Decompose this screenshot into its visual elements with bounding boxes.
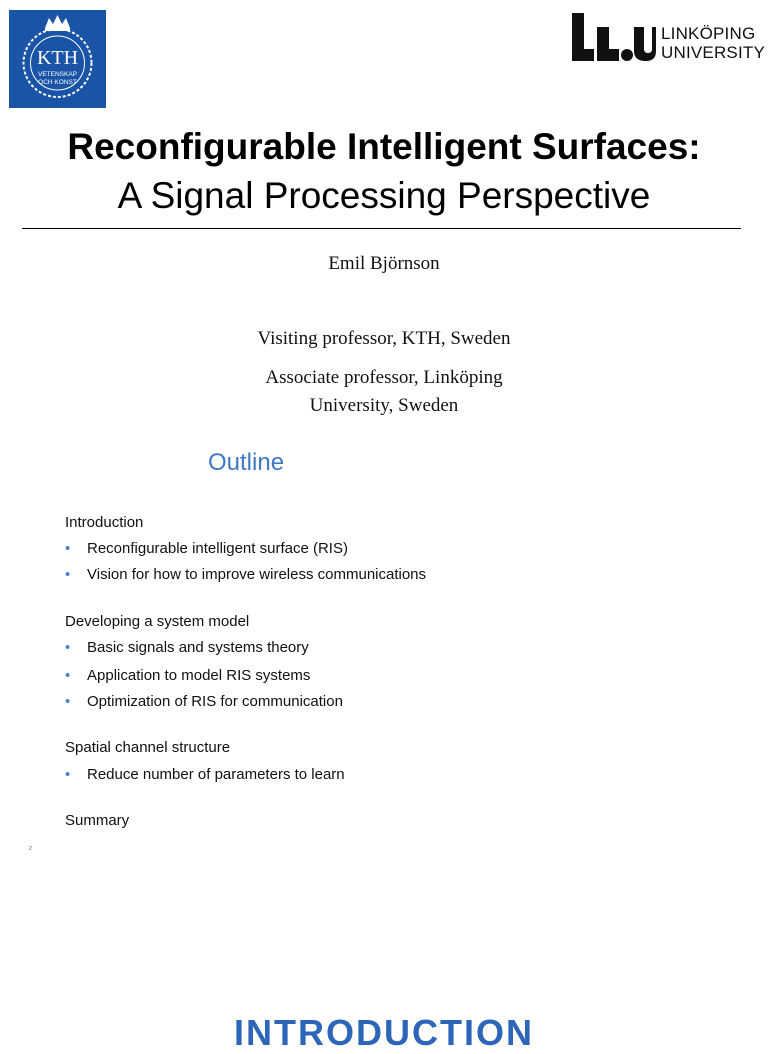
- title-divider: [22, 228, 741, 229]
- outline-item-text: Basic signals and systems theory: [87, 639, 309, 656]
- kth-logo-text: KTH: [36, 47, 79, 69]
- outline-item-text: Reduce number of parameters to learn: [87, 766, 345, 783]
- affiliation-liu: [0, 364, 768, 420]
- liu-wordmark: [661, 24, 765, 62]
- page-subtitle: A Signal Processing Perspective: [117, 175, 651, 216]
- outline-item: [65, 693, 343, 710]
- outline-item-text: Optimization of RIS for communication: [87, 693, 343, 710]
- page-number: 2: [29, 846, 32, 852]
- outline-item-text: Vision for how to improve wireless communications: [87, 566, 427, 583]
- outline-item: [65, 667, 310, 684]
- outline-section-system-model: Developing a system model: [65, 613, 250, 630]
- bullet-icon: •: [65, 540, 71, 557]
- kth-motto-line2: OCH KONST: [38, 79, 77, 86]
- bullet-icon: •: [65, 639, 71, 656]
- liu-mark-icon: [572, 13, 656, 63]
- affiliation-kth: Visiting professor, KTH, Sweden: [257, 328, 511, 349]
- next-slide-heading: INTRODUCTION: [234, 1012, 534, 1053]
- outline-item-text: Application to model RIS systems: [87, 667, 311, 684]
- bullet-icon: •: [65, 667, 71, 684]
- outline-item: [65, 540, 348, 557]
- outline-item-text: Reconfigurable intelligent surface (RIS): [87, 540, 348, 557]
- liu-wordmark-line2: UNIVERSITY: [661, 43, 766, 62]
- page-title: Reconfigurable Intelligent Surfaces:: [67, 126, 701, 167]
- outline-item: [65, 566, 426, 583]
- outline-item: [65, 766, 345, 783]
- outline-section-introduction: Introduction: [65, 514, 144, 531]
- kth-motto-line1: VETENSKAP: [37, 71, 78, 78]
- liu-wordmark-line1: LINKÖPING: [661, 24, 756, 43]
- affiliation-liu-line1: Associate professor, Linköping: [265, 367, 503, 388]
- bullet-icon: •: [65, 566, 71, 583]
- bullet-icon: •: [65, 693, 71, 710]
- kth-crest-icon: [9, 10, 106, 108]
- kth-logo: [9, 10, 106, 108]
- bullet-icon: •: [65, 766, 71, 783]
- author-name: Emil Björnson: [328, 253, 440, 274]
- outline-heading: Outline: [208, 449, 285, 476]
- outline-section-spatial: Spatial channel structure: [65, 739, 231, 756]
- outline-section-summary: Summary: [65, 812, 130, 829]
- liu-logo: [572, 13, 766, 63]
- affiliation-liu-line2: University, Sweden: [309, 395, 459, 416]
- outline-item: [65, 639, 309, 656]
